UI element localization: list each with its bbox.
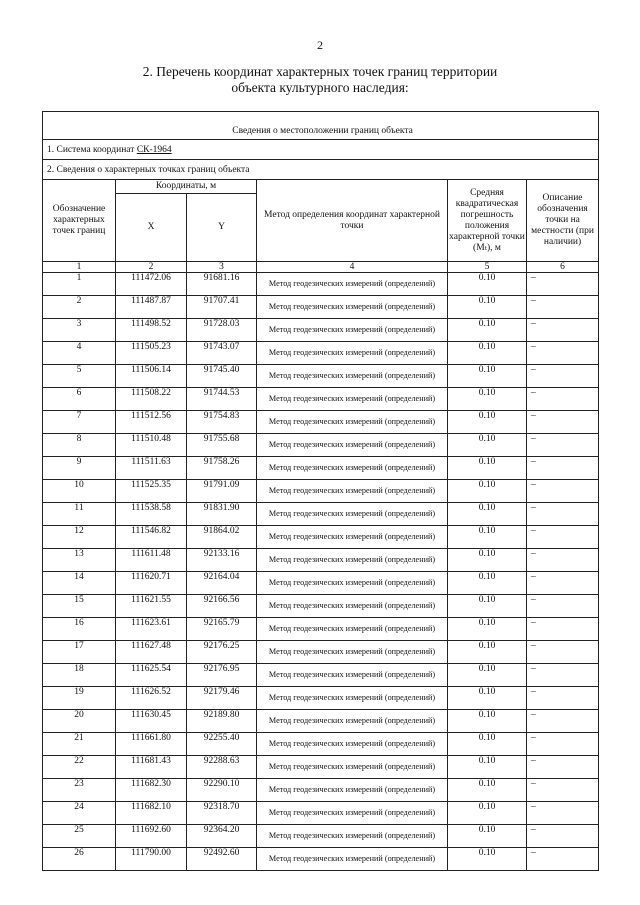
error-value: 0.10 bbox=[448, 388, 527, 411]
description-cell: – bbox=[527, 641, 599, 664]
x-coordinate: 111472.06 bbox=[116, 273, 187, 296]
error-value: 0.10 bbox=[448, 480, 527, 503]
error-value: 0.10 bbox=[448, 273, 527, 296]
col-number: 3 bbox=[187, 262, 257, 273]
point-number: 16 bbox=[43, 618, 116, 641]
y-coordinate: 91754.83 bbox=[187, 411, 257, 434]
page-number: 2 bbox=[317, 38, 323, 52]
method-cell: Метод геодезических измерений (определений) bbox=[257, 595, 448, 618]
col-number: 2 bbox=[116, 262, 187, 273]
error-value: 0.10 bbox=[448, 802, 527, 825]
y-coordinate: 91728.03 bbox=[187, 319, 257, 342]
method-cell: Метод геодезических измерений (определений) bbox=[257, 572, 448, 595]
point-number: 7 bbox=[43, 411, 116, 434]
method-cell: Метод геодезических измерений (определений) bbox=[257, 779, 448, 802]
coordinate-system-label: 1. Система координат bbox=[47, 144, 137, 155]
description-cell: – bbox=[527, 434, 599, 457]
description-cell: – bbox=[527, 825, 599, 848]
heading-line-1: 2. Перечень координат характерных точек границ территории bbox=[142, 64, 498, 79]
method-cell: Метод геодезических измерений (определений) bbox=[257, 733, 448, 756]
error-value: 0.10 bbox=[448, 503, 527, 526]
table-row bbox=[43, 848, 599, 871]
x-coordinate: 111546.82 bbox=[116, 526, 187, 549]
y-coordinate: 91755.68 bbox=[187, 434, 257, 457]
table-row bbox=[43, 595, 599, 618]
x-coordinate: 111627.48 bbox=[116, 641, 187, 664]
y-coordinate: 92133.16 bbox=[187, 549, 257, 572]
table-row bbox=[43, 802, 599, 825]
point-number: 20 bbox=[43, 710, 116, 733]
header-x: X bbox=[116, 194, 187, 262]
description-cell: – bbox=[527, 848, 599, 871]
method-cell: Метод геодезических измерений (определений) bbox=[257, 411, 448, 434]
error-value: 0.10 bbox=[448, 296, 527, 319]
table-row bbox=[43, 825, 599, 848]
table-row bbox=[43, 319, 599, 342]
error-value: 0.10 bbox=[448, 618, 527, 641]
y-coordinate: 92492.60 bbox=[187, 848, 257, 871]
x-coordinate: 111506.14 bbox=[116, 365, 187, 388]
y-coordinate: 92189.80 bbox=[187, 710, 257, 733]
y-coordinate: 91791.09 bbox=[187, 480, 257, 503]
header-error: Средняя квадратическая погрешность положения характерной точки (Mₜ), м bbox=[448, 180, 527, 262]
x-coordinate: 111692.60 bbox=[116, 825, 187, 848]
table-row bbox=[43, 664, 599, 687]
description-cell: – bbox=[527, 411, 599, 434]
point-number: 21 bbox=[43, 733, 116, 756]
table-row bbox=[43, 710, 599, 733]
error-value: 0.10 bbox=[448, 342, 527, 365]
y-coordinate: 92288.63 bbox=[187, 756, 257, 779]
point-number: 25 bbox=[43, 825, 116, 848]
x-coordinate: 111512.56 bbox=[116, 411, 187, 434]
point-number: 1 bbox=[43, 273, 116, 296]
x-coordinate: 111621.55 bbox=[116, 595, 187, 618]
point-number: 19 bbox=[43, 687, 116, 710]
description-cell: – bbox=[527, 457, 599, 480]
point-number: 9 bbox=[43, 457, 116, 480]
x-coordinate: 111625.54 bbox=[116, 664, 187, 687]
x-coordinate: 111682.30 bbox=[116, 779, 187, 802]
table-row bbox=[43, 687, 599, 710]
table-row bbox=[43, 457, 599, 480]
x-coordinate: 111538.58 bbox=[116, 503, 187, 526]
y-coordinate: 92179.46 bbox=[187, 687, 257, 710]
table-row bbox=[43, 503, 599, 526]
section-title: Сведения о местоположении границ объекта bbox=[43, 124, 599, 140]
table-row bbox=[43, 480, 599, 503]
col-number: 6 bbox=[527, 262, 599, 273]
error-value: 0.10 bbox=[448, 641, 527, 664]
y-coordinate: 91681.16 bbox=[187, 273, 257, 296]
y-coordinate: 92176.95 bbox=[187, 664, 257, 687]
table-row bbox=[43, 365, 599, 388]
document-heading bbox=[0, 64, 640, 96]
x-coordinate: 111510.48 bbox=[116, 434, 187, 457]
error-value: 0.10 bbox=[448, 365, 527, 388]
table-row bbox=[43, 779, 599, 802]
y-coordinate: 91743.07 bbox=[187, 342, 257, 365]
error-value: 0.10 bbox=[448, 733, 527, 756]
table-row bbox=[43, 641, 599, 664]
y-coordinate: 92255.40 bbox=[187, 733, 257, 756]
method-cell: Метод геодезических измерений (определений) bbox=[257, 641, 448, 664]
y-coordinate: 92164.04 bbox=[187, 572, 257, 595]
method-cell: Метод геодезических измерений (определений) bbox=[257, 480, 448, 503]
x-coordinate: 111505.23 bbox=[116, 342, 187, 365]
method-cell: Метод геодезических измерений (определений) bbox=[257, 434, 448, 457]
point-number: 22 bbox=[43, 756, 116, 779]
y-coordinate: 91707.41 bbox=[187, 296, 257, 319]
header-description: Описание обозначения точки на местности (при наличии) bbox=[527, 180, 599, 262]
method-cell: Метод геодезических измерений (определений) bbox=[257, 342, 448, 365]
x-coordinate: 111508.22 bbox=[116, 388, 187, 411]
point-number: 13 bbox=[43, 549, 116, 572]
error-value: 0.10 bbox=[448, 319, 527, 342]
heading-line-2: объекта культурного наследия: bbox=[231, 80, 409, 95]
y-coordinate: 91864.02 bbox=[187, 526, 257, 549]
error-value: 0.10 bbox=[448, 434, 527, 457]
method-cell: Метод геодезических измерений (определений) bbox=[257, 365, 448, 388]
y-coordinate: 91744.53 bbox=[187, 388, 257, 411]
point-number: 26 bbox=[43, 848, 116, 871]
description-cell: – bbox=[527, 342, 599, 365]
method-cell: Метод геодезических измерений (определений) bbox=[257, 802, 448, 825]
method-cell: Метод геодезических измерений (определений) bbox=[257, 526, 448, 549]
method-cell: Метод геодезических измерений (определений) bbox=[257, 457, 448, 480]
point-number: 12 bbox=[43, 526, 116, 549]
table-row bbox=[43, 273, 599, 296]
description-cell: – bbox=[527, 365, 599, 388]
header-method: Метод определения координат характерной точки bbox=[257, 180, 448, 262]
description-cell: – bbox=[527, 480, 599, 503]
description-cell: – bbox=[527, 273, 599, 296]
method-cell: Метод геодезических измерений (определений) bbox=[257, 319, 448, 342]
method-cell: Метод геодезических измерений (определений) bbox=[257, 618, 448, 641]
point-number: 5 bbox=[43, 365, 116, 388]
error-value: 0.10 bbox=[448, 595, 527, 618]
y-coordinate: 91745.40 bbox=[187, 365, 257, 388]
point-number: 15 bbox=[43, 595, 116, 618]
method-cell: Метод геодезических измерений (определений) bbox=[257, 848, 448, 871]
error-value: 0.10 bbox=[448, 779, 527, 802]
description-cell: – bbox=[527, 549, 599, 572]
description-cell: – bbox=[527, 388, 599, 411]
col-number: 4 bbox=[257, 262, 448, 273]
error-value: 0.10 bbox=[448, 526, 527, 549]
point-number: 18 bbox=[43, 664, 116, 687]
method-cell: Метод геодезических измерений (определений) bbox=[257, 825, 448, 848]
description-cell: – bbox=[527, 503, 599, 526]
x-coordinate: 111611.48 bbox=[116, 549, 187, 572]
error-value: 0.10 bbox=[448, 848, 527, 871]
x-coordinate: 111487.87 bbox=[116, 296, 187, 319]
y-coordinate: 92166.56 bbox=[187, 595, 257, 618]
y-coordinate: 91831.90 bbox=[187, 503, 257, 526]
table-row bbox=[43, 733, 599, 756]
table-row bbox=[43, 572, 599, 595]
description-cell: – bbox=[527, 664, 599, 687]
col-number: 5 bbox=[448, 262, 527, 273]
x-coordinate: 111525.35 bbox=[116, 480, 187, 503]
x-coordinate: 111511.63 bbox=[116, 457, 187, 480]
description-cell: – bbox=[527, 733, 599, 756]
description-cell: – bbox=[527, 687, 599, 710]
header-y: Y bbox=[187, 194, 257, 262]
method-cell: Метод геодезических измерений (определений) bbox=[257, 273, 448, 296]
x-coordinate: 111790.00 bbox=[116, 848, 187, 871]
x-coordinate: 111630.45 bbox=[116, 710, 187, 733]
table-row bbox=[43, 296, 599, 319]
error-value: 0.10 bbox=[448, 411, 527, 434]
error-value: 0.10 bbox=[448, 687, 527, 710]
header-designation: Обозначение характерных точек границ bbox=[43, 180, 116, 262]
x-coordinate: 111498.52 bbox=[116, 319, 187, 342]
points-info-label: 2. Сведения о характерных точках границ объекта bbox=[43, 160, 599, 180]
x-coordinate: 111620.71 bbox=[116, 572, 187, 595]
point-number: 10 bbox=[43, 480, 116, 503]
coordinates-table bbox=[42, 111, 599, 871]
y-coordinate: 92165.79 bbox=[187, 618, 257, 641]
y-coordinate: 92318.70 bbox=[187, 802, 257, 825]
table-row bbox=[43, 618, 599, 641]
error-value: 0.10 bbox=[448, 457, 527, 480]
error-value: 0.10 bbox=[448, 825, 527, 848]
x-coordinate: 111661.80 bbox=[116, 733, 187, 756]
point-number: 17 bbox=[43, 641, 116, 664]
description-cell: – bbox=[527, 595, 599, 618]
x-coordinate: 111682.10 bbox=[116, 802, 187, 825]
point-number: 4 bbox=[43, 342, 116, 365]
point-number: 3 bbox=[43, 319, 116, 342]
method-cell: Метод геодезических измерений (определений) bbox=[257, 503, 448, 526]
method-cell: Метод геодезических измерений (определений) bbox=[257, 549, 448, 572]
description-cell: – bbox=[527, 779, 599, 802]
description-cell: – bbox=[527, 618, 599, 641]
x-coordinate: 111681.43 bbox=[116, 756, 187, 779]
description-cell: – bbox=[527, 296, 599, 319]
point-number: 6 bbox=[43, 388, 116, 411]
x-coordinate: 111626.52 bbox=[116, 687, 187, 710]
method-cell: Метод геодезических измерений (определений) bbox=[257, 664, 448, 687]
y-coordinate: 92176.25 bbox=[187, 641, 257, 664]
method-cell: Метод геодезических измерений (определений) bbox=[257, 388, 448, 411]
point-number: 14 bbox=[43, 572, 116, 595]
point-number: 11 bbox=[43, 503, 116, 526]
description-cell: – bbox=[527, 802, 599, 825]
y-coordinate: 91758.26 bbox=[187, 457, 257, 480]
table-row bbox=[43, 434, 599, 457]
col-number: 1 bbox=[43, 262, 116, 273]
x-coordinate: 111623.61 bbox=[116, 618, 187, 641]
y-coordinate: 92290.10 bbox=[187, 779, 257, 802]
table-row bbox=[43, 411, 599, 434]
y-coordinate: 92364.20 bbox=[187, 825, 257, 848]
method-cell: Метод геодезических измерений (определений) bbox=[257, 756, 448, 779]
method-cell: Метод геодезических измерений (определений) bbox=[257, 710, 448, 733]
error-value: 0.10 bbox=[448, 756, 527, 779]
point-number: 8 bbox=[43, 434, 116, 457]
error-value: 0.10 bbox=[448, 664, 527, 687]
coordinate-system-row bbox=[43, 140, 599, 160]
error-value: 0.10 bbox=[448, 710, 527, 733]
point-number: 23 bbox=[43, 779, 116, 802]
error-value: 0.10 bbox=[448, 572, 527, 595]
description-cell: – bbox=[527, 756, 599, 779]
point-number: 2 bbox=[43, 296, 116, 319]
method-cell: Метод геодезических измерений (определений) bbox=[257, 296, 448, 319]
point-number: 24 bbox=[43, 802, 116, 825]
table-row bbox=[43, 756, 599, 779]
description-cell: – bbox=[527, 526, 599, 549]
table-row bbox=[43, 388, 599, 411]
error-value: 0.10 bbox=[448, 549, 527, 572]
table-row bbox=[43, 549, 599, 572]
method-cell: Метод геодезических измерений (определений) bbox=[257, 687, 448, 710]
table-row bbox=[43, 342, 599, 365]
description-cell: – bbox=[527, 710, 599, 733]
coordinate-system-value: СК-1964 bbox=[136, 144, 172, 155]
description-cell: – bbox=[527, 319, 599, 342]
header-coordinates: Координаты, м bbox=[116, 180, 257, 194]
table-row bbox=[43, 526, 599, 549]
description-cell: – bbox=[527, 572, 599, 595]
